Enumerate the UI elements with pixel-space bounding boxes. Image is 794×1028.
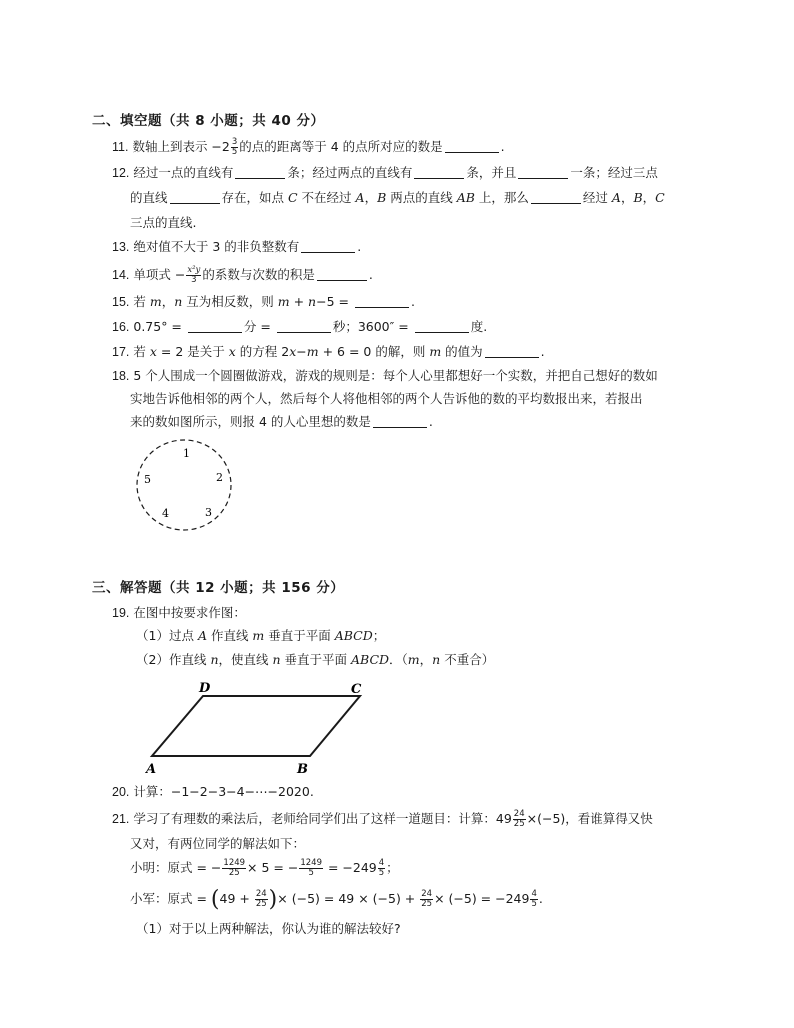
fraction: $\frac{1249}{25}$	[223, 858, 246, 878]
question-21: 21. 学习了有理数的乘法后，老师给同学们出了这样一道题目：计算：49 $\frac{24}{25}$ ×(−5)，看谁算得又快	[112, 809, 653, 829]
vertex-label-c: C	[351, 682, 362, 697]
question-14: 14. 单项式 − $\frac{\text{x²y}}{3}$ 的系数与次数的积是 .	[112, 265, 373, 285]
vertex-label-a: A	[146, 762, 157, 777]
question-18-line-2: 实地告诉他相邻的两个人，然后每个人将他相邻的两个人告诉他的数的平均数报出来，若报出	[130, 391, 643, 406]
circle-number: 4	[162, 507, 169, 520]
question-12-line-3: 三点的直线.	[130, 215, 197, 230]
answer-blank[interactable]	[373, 413, 427, 428]
question-18: 18. 5 个人围成一个圆圈做游戏，游戏的规则是：每个人心里都想好一个实数，并把自己想好的数如	[112, 368, 658, 383]
fraction: $\frac{\text{x²y}}{3}$	[187, 265, 201, 285]
question-21-line-2: 又对，有两位同学的解法如下：	[130, 836, 306, 851]
question-17: 17. 若 x = 2 是关于 x 的方程 2x−m + 6 = 0 的解，则 m 的值为 .	[112, 344, 545, 359]
answer-blank[interactable]	[445, 138, 499, 153]
parallelogram-figure	[140, 678, 380, 778]
xiaoming-solution: 小明：原式 = − $\frac{1249}{25}$ × 5 = − $\frac{1249}{5}$ = −249 $\frac{4}{5}$ ；	[130, 858, 399, 878]
fraction: $\frac{3}{5}$	[231, 137, 238, 157]
question-12-line-2: 的直线 存在，如点 C 不在经过 A，B 两点的直线 AB 上，那么 经过 A，B，C	[130, 190, 665, 205]
fraction: $\frac{24}{25}$	[421, 889, 433, 909]
question-15: 15. 若 m，n 互为相反数，则 m + n−5 = .	[112, 294, 415, 309]
answer-blank[interactable]	[355, 293, 409, 308]
circle-game-figure	[128, 436, 240, 536]
answer-blank[interactable]	[317, 266, 367, 281]
answer-blank[interactable]	[415, 318, 469, 333]
answer-blank[interactable]	[414, 164, 464, 179]
question-11: 11. 数轴上到表示 −2 $\frac{3}{5}$ 的点的距离等于 4 的点所对应的数是 .	[112, 137, 505, 157]
fraction: $\frac{24}{25}$	[255, 889, 267, 909]
fraction: $\frac{4}{5}$	[378, 858, 385, 878]
answer-blank[interactable]	[170, 189, 220, 204]
answer-blank[interactable]	[235, 164, 285, 179]
circle-number: 1	[183, 447, 190, 460]
question-13: 13. 绝对值不大于 3 的非负整数有 .	[112, 239, 362, 254]
question-19-part-2: （2）作直线 n，使直线 n 垂直于平面 ABCD．（m，n 不重合）	[136, 652, 495, 667]
circle-number: 5	[144, 473, 151, 486]
question-21-part-1: （1）对于以上两种解法，你认为谁的解法较好?	[136, 921, 401, 936]
question-16: 16. 0.75° = 分 = 秒；3600″ = 度.	[112, 319, 488, 334]
vertex-label-d: D	[199, 681, 211, 696]
parallelogram-abcd	[152, 696, 360, 756]
question-12: 12. 经过一点的直线有 条；经过两点的直线有 条，并且 一条；经过三点	[112, 165, 658, 180]
answer-blank[interactable]	[277, 318, 331, 333]
question-18-line-3: 来的数如图所示，则报 4 的人心里想的数是 .	[130, 414, 433, 429]
fraction: $\frac{24}{25}$	[513, 809, 525, 829]
circle-number: 3	[205, 506, 212, 519]
answer-blank[interactable]	[188, 318, 242, 333]
question-19-part-1: （1）过点 A 作直线 m 垂直于平面 ABCD；	[136, 628, 386, 643]
answer-blank[interactable]	[518, 164, 568, 179]
fraction: $\frac{4}{5}$	[531, 889, 537, 909]
answer-blank[interactable]	[531, 189, 581, 204]
answer-blank[interactable]	[301, 238, 355, 253]
question-19: 19. 在图中按要求作图：	[112, 605, 246, 620]
vertex-label-b: B	[297, 762, 308, 777]
circle-number: 2	[216, 471, 223, 484]
answer-blank[interactable]	[485, 343, 539, 358]
section-title-solve: 三、解答题（共 12 小题；共 156 分）	[92, 580, 345, 596]
xiaojun-solution: 小军：原式 = (49 + $\frac{24}{25}$ )× (−5) = 49 × (−5) + $\frac{24}{25}$ × (−5) = −249 $\frac{4}{5}$ .	[130, 886, 543, 912]
section-title-fill-in: 二、填空题（共 8 小题；共 40 分）	[92, 113, 325, 129]
fraction: $\frac{1249}{5}$	[300, 858, 322, 878]
question-20: 20. 计算：−1−2−3−4−⋯−2020.	[112, 784, 314, 799]
